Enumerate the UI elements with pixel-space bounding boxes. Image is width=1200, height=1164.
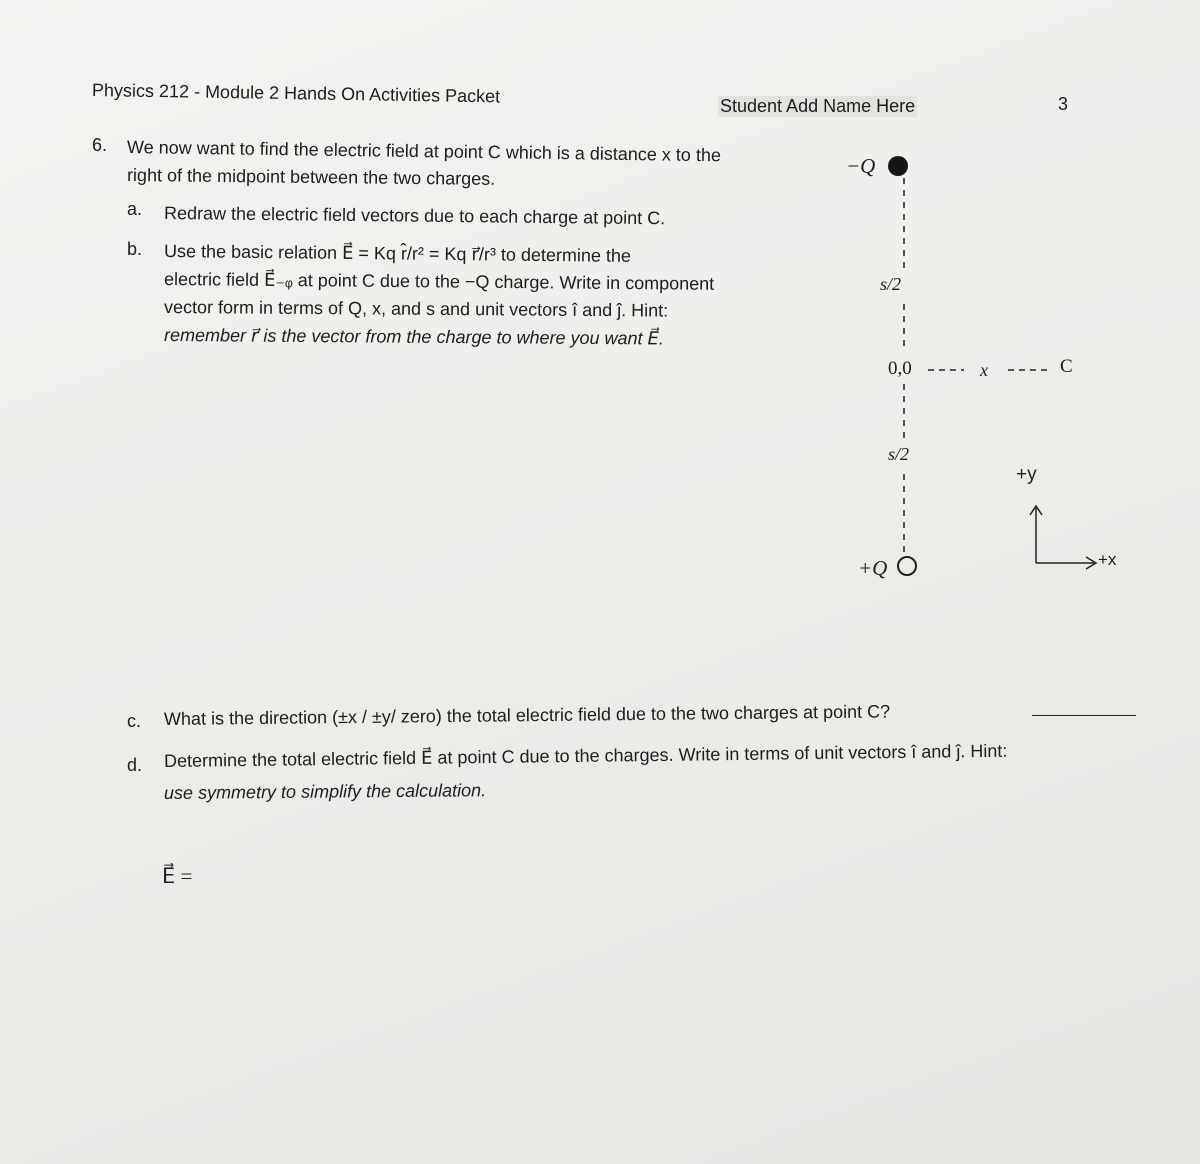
- part-c-answer-line[interactable]: [1032, 715, 1136, 716]
- upper-half-distance-label: s/2: [880, 274, 902, 294]
- part-c-label: c.: [127, 711, 142, 731]
- question-text-line2: right of the midpoint between the two charges.: [126, 165, 496, 189]
- axis-x-label: +x: [1098, 550, 1117, 569]
- part-b-line2: electric field E⃗₋ᵩ at point C due to the −Q charge. Write in component: [163, 269, 715, 294]
- distance-x-label: x: [980, 360, 988, 380]
- positive-charge-circle: [898, 557, 916, 575]
- part-d-line1: Determine the total electric field E⃗ at point C due to the charges. Write in terms of unit vectors î and ĵ. Hint:: [163, 740, 1008, 771]
- part-b-line3: vector form in terms of Q, x, and s and unit vectors î and ĵ. Hint:: [163, 297, 669, 321]
- part-d-label: d.: [127, 755, 143, 775]
- part-a-text: Redraw the electric field vectors due to each charge at point C.: [163, 203, 666, 229]
- lower-half-distance-label: s/2: [888, 444, 910, 464]
- negative-charge-label: −Q: [846, 154, 876, 178]
- part-d-answer-label[interactable]: E⃗ =: [162, 864, 193, 888]
- part-b-line1: Use the basic relation E⃗ = Kq r̂/r² = Kq r⃗/r³ to determine the: [163, 241, 632, 266]
- part-b-label: b.: [127, 239, 143, 259]
- question-text-line1: We now want to find the electric field at point C which is a distance x to the: [126, 137, 722, 166]
- question-number: 6.: [92, 135, 108, 155]
- origin-label: 0,0: [888, 358, 912, 379]
- part-d-line2: use symmetry to simplify the calculation.: [163, 780, 487, 803]
- student-name-field[interactable]: Student Add Name Here: [720, 96, 916, 116]
- part-b-line4: remember r⃗ is the vector from the charge to where you want E⃗.: [163, 325, 665, 349]
- positive-charge-label: +Q: [858, 556, 888, 580]
- part-a-label: a.: [127, 199, 143, 219]
- page-number: 3: [1058, 94, 1069, 114]
- course-title: Physics 212 - Module 2 Hands On Activities Packet: [91, 80, 501, 107]
- part-c-text: What is the direction (±x / ±y/ zero) the total electric field due to the two charges at point C?: [163, 701, 891, 729]
- axis-y-label: +y: [1016, 464, 1037, 485]
- negative-charge-dot: [888, 156, 908, 176]
- point-c-label: C: [1060, 356, 1073, 377]
